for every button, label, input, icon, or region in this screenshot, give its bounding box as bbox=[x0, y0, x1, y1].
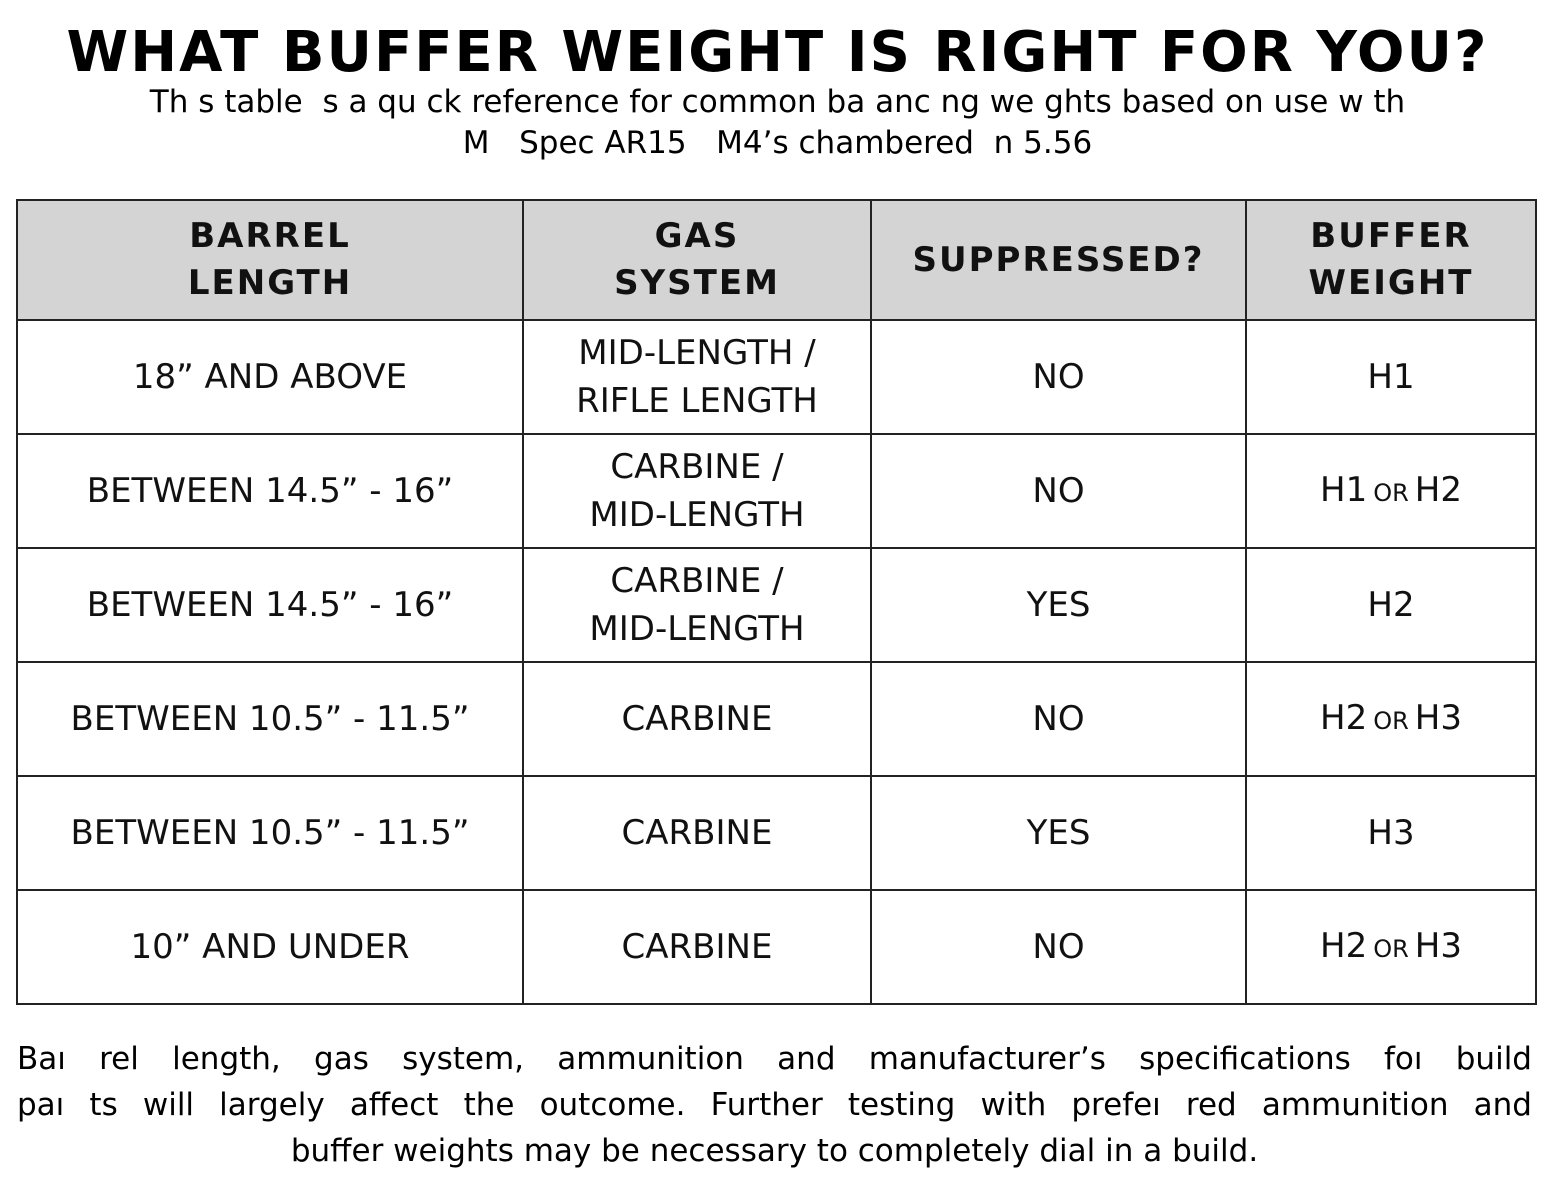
table-row bbox=[17, 548, 1536, 662]
barrel-length-cell: BETWEEN 10.5” - 11.5” bbox=[17, 662, 523, 776]
footnote-line-1: Baı rel length, gas system, ammunition and manufacturer’s specifications foı build bbox=[17, 1041, 1532, 1077]
table-row bbox=[17, 320, 1536, 434]
suppressed-cell: NO bbox=[871, 434, 1246, 548]
table-row bbox=[17, 776, 1536, 890]
footnote-line-3: buffer weights may be necessary to completely dial in a build. bbox=[290, 1133, 1259, 1169]
header-suppressed: SUPPRESSED? bbox=[871, 200, 1246, 320]
buffer-weight-table bbox=[16, 199, 1537, 1005]
gas-system-cell: MID-LENGTH / RIFLE LENGTH bbox=[523, 320, 871, 434]
gas-system-cell: CARBINE / MID-LENGTH bbox=[523, 548, 871, 662]
subtitle-line-2: M Spec AR15 M4’s chambered n 5.56 bbox=[462, 125, 1093, 161]
table-row bbox=[17, 434, 1536, 548]
suppressed-cell: NO bbox=[871, 890, 1246, 1004]
table-row bbox=[17, 662, 1536, 776]
or-connector: OR bbox=[1373, 934, 1409, 963]
subtitle-line-1: Th s table s a qu ck reference for common ba anc ng we ghts based on use w th bbox=[149, 84, 1406, 120]
barrel-length-cell: 18” AND ABOVE bbox=[17, 320, 523, 434]
barrel-length-cell: BETWEEN 14.5” - 16” bbox=[17, 548, 523, 662]
gas-system-cell: CARBINE bbox=[523, 662, 871, 776]
suppressed-cell: YES bbox=[871, 548, 1246, 662]
buffer-weight-cell: H1 bbox=[1246, 320, 1536, 434]
barrel-length-cell: BETWEEN 10.5” - 11.5” bbox=[17, 776, 523, 890]
buffer-weight-cell: H2 OR H3 bbox=[1246, 890, 1536, 1004]
gas-system-cell: CARBINE / MID-LENGTH bbox=[523, 434, 871, 548]
gas-system-cell: CARBINE bbox=[523, 890, 871, 1004]
gas-system-cell: CARBINE bbox=[523, 776, 871, 890]
barrel-length-cell: BETWEEN 14.5” - 16” bbox=[17, 434, 523, 548]
suppressed-cell: YES bbox=[871, 776, 1246, 890]
footnote-line-2: paı ts will largely affect the outcome. Further testing with prefeı red ammunition and bbox=[17, 1087, 1532, 1123]
suppressed-cell: NO bbox=[871, 320, 1246, 434]
table-header-row bbox=[17, 200, 1536, 320]
buffer-weight-cell: H2 OR H3 bbox=[1246, 662, 1536, 776]
barrel-length-cell: 10” AND UNDER bbox=[17, 890, 523, 1004]
header-buffer-weight: BUFFER WEIGHT bbox=[1246, 200, 1536, 320]
or-connector: OR bbox=[1373, 478, 1409, 507]
or-connector: OR bbox=[1373, 706, 1409, 735]
table-row bbox=[17, 890, 1536, 1004]
suppressed-cell: NO bbox=[871, 662, 1246, 776]
buffer-weight-cell: H2 bbox=[1246, 548, 1536, 662]
page-title: WHAT BUFFER WEIGHT IS RIGHT FOR YOU? bbox=[66, 20, 1489, 85]
buffer-weight-cell: H3 bbox=[1246, 776, 1536, 890]
buffer-weight-cell: H1 OR H2 bbox=[1246, 434, 1536, 548]
header-barrel-length: BARREL LENGTH bbox=[17, 200, 523, 320]
header-gas-system: GAS SYSTEM bbox=[523, 200, 871, 320]
